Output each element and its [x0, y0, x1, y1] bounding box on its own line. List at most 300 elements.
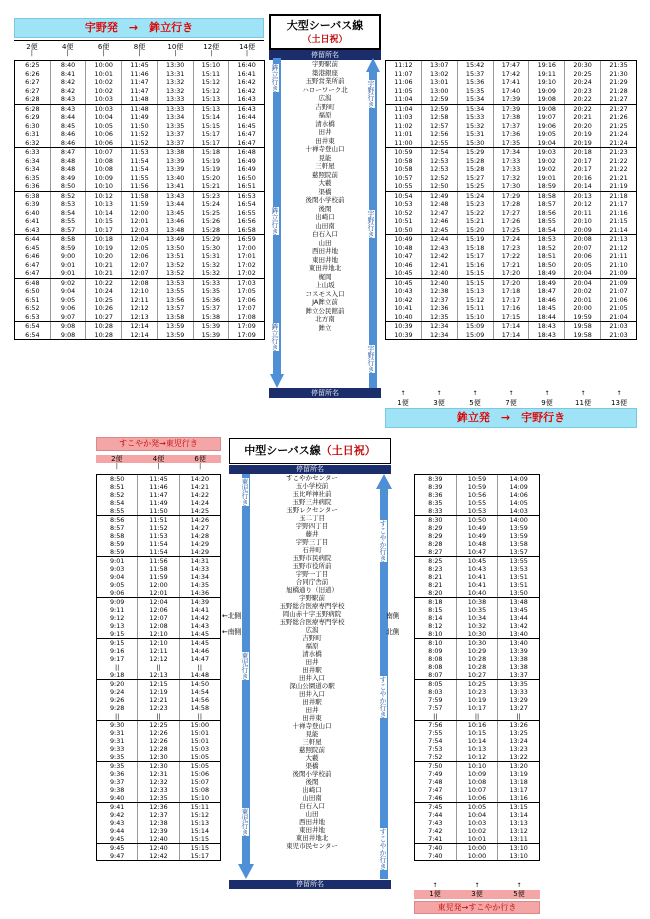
time-cell: 11:49: [138, 499, 179, 507]
table-row: [15, 191, 265, 200]
time-cell: 7:42: [415, 827, 457, 835]
time-cell: 17:40: [493, 87, 529, 96]
time-cell: 10:53: [386, 200, 422, 209]
time-cell: 17:41: [493, 78, 529, 87]
time-cell: 9:33: [97, 745, 138, 753]
time-cell: 12:36: [421, 304, 457, 313]
time-cell: 12:03: [122, 226, 158, 235]
time-cell: 16:43: [229, 95, 265, 104]
column-tick: |: [246, 50, 249, 57]
time-cell: 13:58: [498, 540, 540, 548]
time-cell: 14:56: [179, 696, 220, 704]
table-row: [97, 647, 221, 655]
large-dir-down-label: 鉾立行き: [271, 64, 279, 92]
time-cell: 15:33: [193, 278, 229, 287]
table-row: [386, 217, 637, 226]
time-cell: 10:54: [386, 191, 422, 200]
time-cell: 11:56: [122, 182, 158, 191]
time-cell: 10:10: [86, 182, 122, 191]
time-cell: 8:43: [50, 95, 86, 104]
time-cell: 17:24: [493, 235, 529, 244]
time-cell: 13:35: [157, 122, 193, 131]
medium-dir-down-label: 東児行き: [241, 478, 249, 506]
table-row: [97, 712, 221, 721]
time-cell: 15:17: [457, 252, 493, 261]
time-cell: 21:27: [601, 95, 637, 104]
time-cell: 21:24: [601, 130, 637, 139]
table-row: [386, 313, 637, 322]
time-cell: 11:54: [122, 165, 158, 174]
table-row: [415, 819, 540, 827]
time-cell: 10:59: [456, 475, 498, 484]
time-cell: 17:39: [493, 95, 529, 104]
time-cell: 7:57: [415, 704, 457, 712]
time-cell: 13:35: [498, 680, 540, 689]
time-cell: 18:45: [529, 304, 565, 313]
stop-name: 清水橋: [302, 650, 322, 658]
time-cell: 12:34: [421, 322, 457, 331]
stop-name: 白石入口: [299, 802, 325, 810]
time-cell: 15:20: [457, 226, 493, 235]
time-cell: 17:33: [493, 165, 529, 174]
table-row: [386, 278, 637, 287]
time-cell: 19:05: [529, 130, 565, 139]
time-cell: 9:43: [97, 819, 138, 827]
medium-stops-list: [252, 474, 372, 850]
time-cell: 15:20: [193, 174, 229, 183]
time-cell: 13:59: [157, 322, 193, 331]
time-cell: 9:35: [97, 753, 138, 762]
time-cell: 15:34: [457, 104, 493, 113]
time-cell: 6:52: [15, 304, 51, 313]
time-cell: 12:11: [122, 296, 158, 305]
table-row: [386, 78, 637, 87]
stop-name: 出崎口: [315, 213, 335, 221]
time-cell: 13:02: [421, 70, 457, 79]
time-cell: 11:49: [122, 113, 158, 122]
time-cell: 8:47: [50, 148, 86, 157]
stop-name: 田井: [305, 658, 319, 666]
table-row: [415, 704, 540, 712]
time-cell: 20:06: [565, 252, 601, 261]
time-cell: 15:19: [457, 235, 493, 244]
time-cell: 15:25: [457, 182, 493, 191]
table-row: [97, 819, 221, 827]
time-cell: 21:04: [601, 313, 637, 322]
time-cell: 15:13: [193, 95, 229, 104]
table-row: [415, 786, 540, 794]
time-cell: 12:06: [122, 252, 158, 261]
table-row: [15, 252, 265, 261]
table-row: [415, 770, 540, 778]
table-row: [97, 524, 221, 532]
time-cell: 13:39: [157, 165, 193, 174]
column-tick: ↑: [516, 882, 522, 889]
time-cell: 11:07: [386, 70, 422, 79]
time-cell: 19:08: [529, 104, 565, 113]
time-cell: 8:35: [415, 499, 457, 507]
time-cell: 21:09: [601, 278, 637, 287]
time-cell: 8:52: [97, 491, 138, 499]
time-cell: 10:50: [456, 516, 498, 525]
time-cell: 9:08: [50, 322, 86, 331]
time-cell: 8:42: [50, 87, 86, 96]
time-cell: 9:17: [97, 655, 138, 663]
time-cell: 15:39: [193, 322, 229, 331]
time-cell: 15:37: [457, 70, 493, 79]
time-cell: 15:36: [457, 78, 493, 87]
time-cell: 6:44: [15, 235, 51, 244]
large-dir-up-label: 宇野行き: [367, 80, 375, 108]
time-cell: 9:30: [97, 721, 138, 730]
time-cell: 13:12: [498, 827, 540, 835]
time-cell: 13:55: [498, 557, 540, 566]
time-cell: 10:43: [456, 565, 498, 573]
time-cell: 17:37: [493, 122, 529, 131]
time-cell: 10:01: [86, 70, 122, 79]
medium-dir-down-label-2: 東児行き: [241, 652, 249, 680]
time-cell: 8:21: [415, 573, 457, 581]
time-cell: 17:17: [493, 296, 529, 305]
time-cell: 10:58: [386, 165, 422, 174]
time-cell: 10:08: [86, 165, 122, 174]
column-tick: |: [199, 463, 202, 470]
time-cell: 8:03: [415, 688, 457, 696]
time-cell: 15:37: [193, 304, 229, 313]
time-cell: 14:47: [179, 655, 220, 663]
time-cell: 12:40: [138, 835, 179, 844]
time-cell: 17:30: [493, 182, 529, 191]
time-cell: 15:32: [457, 122, 493, 131]
time-cell: 17:02: [229, 269, 265, 278]
table-row: [386, 61, 637, 70]
trip-column-label: 3便: [433, 399, 445, 407]
trip-column-label: 2便: [96, 455, 138, 463]
time-cell: 20:13: [565, 191, 601, 200]
column-tick: ↑: [580, 390, 586, 397]
time-cell: 8:46: [50, 130, 86, 139]
time-cell: 15:03: [179, 745, 220, 753]
time-cell: 15:01: [179, 737, 220, 745]
stop-name: 玉小学校前: [295, 482, 329, 490]
time-cell: 18:58: [529, 191, 565, 200]
time-cell: 13:51: [498, 573, 540, 581]
medium-north-right: 北側: [386, 628, 400, 636]
time-cell: 14:00: [498, 516, 540, 525]
table-row: [97, 688, 221, 696]
stop-name: 玉野市民病院: [292, 554, 332, 562]
table-row: [97, 778, 221, 786]
time-cell: 21:16: [601, 209, 637, 218]
time-cell: 9:01: [50, 269, 86, 278]
stop-name: 宇野駅前: [312, 60, 338, 68]
stop-name: 三軒屋: [315, 162, 335, 170]
time-cell: 16:45: [229, 122, 265, 131]
time-cell: 14:54: [179, 688, 220, 696]
time-cell: 9:18: [97, 671, 138, 680]
time-cell: 14:58: [179, 704, 220, 712]
time-cell: 15:22: [457, 209, 493, 218]
time-cell: 15:05: [179, 762, 220, 771]
time-cell: 8:54: [50, 209, 86, 218]
table-row: [386, 87, 637, 96]
time-cell: 9:42: [97, 811, 138, 819]
time-cell: 16:54: [229, 200, 265, 209]
time-cell: 17:03: [229, 278, 265, 287]
time-cell: 12:26: [138, 729, 179, 737]
stop-name: JA鉾立前: [312, 298, 338, 306]
stop-name: 玉野レクセンター: [286, 506, 338, 514]
time-cell: 9:40: [97, 794, 138, 803]
time-cell: 12:00: [138, 581, 179, 589]
table-row: [15, 226, 265, 235]
large-right-heading: 鉾立発 → 宇野行き: [385, 408, 637, 428]
time-cell: 12:01: [122, 217, 158, 226]
time-cell: 15:10: [457, 313, 493, 322]
time-cell: 12:37: [138, 811, 179, 819]
time-cell: 12:08: [122, 278, 158, 287]
time-cell: 15:32: [193, 261, 229, 270]
stop-name: 山田: [305, 810, 319, 818]
time-cell: 13:59: [498, 524, 540, 532]
time-cell: 12:50: [421, 182, 457, 191]
time-cell: 10:16: [456, 721, 498, 730]
time-cell: 10:55: [456, 499, 498, 507]
table-row: [15, 322, 265, 331]
time-cell: 13:37: [157, 130, 193, 139]
time-cell: 10:47: [456, 548, 498, 557]
stop-name: 玉野総合医療専門学校: [279, 602, 345, 610]
time-cell: 17:35: [493, 139, 529, 148]
time-cell: 15:29: [457, 148, 493, 157]
time-cell: 20:11: [565, 209, 601, 218]
time-cell: 13:59: [498, 532, 540, 540]
stop-name: 合同庁舎前: [295, 578, 329, 586]
time-cell: 14:33: [179, 565, 220, 573]
time-cell: 18:57: [529, 200, 565, 209]
time-cell: 10:13: [456, 745, 498, 753]
time-cell: 13:58: [157, 313, 193, 322]
time-cell: 15:35: [193, 287, 229, 296]
time-cell: 10:40: [456, 589, 498, 598]
time-cell: 13:16: [498, 794, 540, 803]
time-cell: 15:21: [457, 217, 493, 226]
time-cell: 8:12: [415, 622, 457, 630]
time-cell: 9:31: [97, 737, 138, 745]
stop-name: 田井: [305, 706, 319, 714]
column-tick: |: [138, 50, 141, 57]
time-cell: 10:20: [86, 252, 122, 261]
large-left-heading: 宇野発 → 鉾立行き: [14, 18, 264, 38]
time-cell: 13:50: [157, 244, 193, 253]
time-cell: 15:10: [193, 61, 229, 70]
table-row: [97, 663, 221, 671]
time-cell: 6:33: [15, 148, 51, 157]
time-cell: 13:48: [498, 598, 540, 607]
time-cell: 18:49: [529, 278, 565, 287]
column-tick: ↑: [508, 390, 514, 397]
time-cell: 17:32: [493, 174, 529, 183]
time-cell: 12:08: [138, 622, 179, 630]
time-cell: 19:01: [529, 174, 565, 183]
time-cell: 10:52: [386, 209, 422, 218]
time-cell: 9:01: [50, 261, 86, 270]
time-cell: 14:29: [179, 548, 220, 557]
medium-right-heading: 東児発→すこやか行き: [414, 901, 540, 914]
time-cell: 15:12: [457, 296, 493, 305]
time-cell: 13:51: [498, 581, 540, 589]
time-cell: 11:06: [386, 78, 422, 87]
time-cell: 10:41: [386, 304, 422, 313]
time-cell: 6:41: [15, 217, 51, 226]
stop-name: 宇野一丁目: [295, 570, 329, 578]
time-cell: 9:07: [50, 313, 86, 322]
time-cell: 19:02: [529, 165, 565, 174]
time-cell: 9:41: [97, 803, 138, 812]
time-cell: 15:18: [457, 244, 493, 253]
time-cell: 15:31: [193, 252, 229, 261]
time-cell: 14:36: [179, 589, 220, 598]
stop-name: 梶岡: [318, 272, 332, 281]
table-row: [415, 606, 540, 614]
time-cell: 16:51: [229, 182, 265, 191]
time-cell: 16:41: [229, 70, 265, 79]
time-cell: 8:55: [50, 217, 86, 226]
time-cell: 11:55: [122, 174, 158, 183]
time-cell: 10:21: [86, 269, 122, 278]
time-cell: 10:51: [386, 217, 422, 226]
time-cell: 12:49: [421, 191, 457, 200]
time-cell: 16:47: [229, 139, 265, 148]
time-cell: 16:44: [229, 113, 265, 122]
table-row: [15, 244, 265, 253]
time-cell: 18:43: [529, 322, 565, 331]
time-cell: 10:25: [86, 296, 122, 305]
time-cell: 12:28: [138, 745, 179, 753]
time-cell: 10:49: [456, 524, 498, 532]
time-cell: 10:17: [86, 226, 122, 235]
time-cell: 14:45: [179, 630, 220, 639]
time-cell: 12:14: [122, 322, 158, 331]
time-cell: 13:14: [498, 811, 540, 819]
time-cell: 15:15: [179, 835, 220, 844]
time-cell: 15:39: [193, 331, 229, 340]
trip-column-label: 14便: [239, 43, 256, 51]
column-tick: |: [157, 463, 160, 470]
large-route-title: 大型シーバス線: [286, 19, 364, 32]
stop-name: 田井駅: [302, 698, 322, 706]
time-cell: 8:29: [415, 524, 457, 532]
time-cell: 17:16: [493, 304, 529, 313]
time-cell: 11:00: [386, 139, 422, 148]
time-cell: 9:01: [97, 557, 138, 566]
table-row: [415, 696, 540, 704]
time-cell: 13:52: [157, 269, 193, 278]
time-cell: 14:45: [179, 639, 220, 648]
time-cell: 13:44: [498, 614, 540, 622]
table-row: [15, 165, 265, 174]
time-cell: 15:12: [193, 78, 229, 87]
stop-name: 慈照院前: [312, 170, 338, 179]
time-cell: 21:03: [601, 322, 637, 331]
table-row: [15, 174, 265, 183]
table-row: [386, 165, 637, 174]
medium-right-table: [414, 474, 540, 861]
time-cell: 13:52: [157, 261, 193, 270]
table-row: [97, 803, 221, 812]
time-cell: 15:00: [179, 721, 220, 730]
time-cell: 10:28: [86, 322, 122, 331]
time-cell: 15:12: [179, 811, 220, 819]
time-cell: 10:12: [456, 753, 498, 762]
time-cell: 17:33: [493, 157, 529, 166]
time-cell: 12:41: [421, 261, 457, 270]
time-cell: 6:45: [15, 244, 51, 253]
time-cell: 11:58: [138, 565, 179, 573]
time-cell: 13:56: [157, 296, 193, 305]
time-cell: 10:10: [456, 762, 498, 771]
time-cell: 8:21: [415, 581, 457, 589]
time-cell: 13:42: [498, 622, 540, 630]
time-cell: 15:28: [457, 157, 493, 166]
stop-name: 慈照院前: [299, 746, 325, 754]
time-cell: 15:15: [193, 122, 229, 131]
time-cell: 13:59: [157, 331, 193, 340]
time-cell: 6:30: [15, 122, 51, 131]
time-cell: 15:13: [179, 819, 220, 827]
trip-column-label: 1便: [414, 890, 456, 899]
time-cell: 12:45: [421, 226, 457, 235]
time-cell: 8:39: [415, 475, 457, 484]
time-cell: 21:29: [601, 78, 637, 87]
time-cell: 9:09: [97, 598, 138, 607]
time-cell: 11:52: [138, 524, 179, 532]
time-cell: 9:26: [97, 696, 138, 704]
time-cell: 14:05: [498, 499, 540, 507]
time-cell: 20:05: [565, 261, 601, 270]
table-row: [15, 331, 265, 340]
time-cell: 8:39: [415, 483, 457, 491]
time-cell: 11:04: [386, 95, 422, 104]
time-cell: 10:26: [86, 304, 122, 313]
stop-name: コスモス入口: [305, 289, 345, 298]
time-cell: 12:31: [138, 770, 179, 778]
time-cell: 10:19: [456, 696, 498, 704]
table-row: [386, 322, 637, 331]
time-cell: 13:32: [157, 87, 193, 96]
time-cell: 13:50: [498, 589, 540, 598]
time-cell: 9:05: [97, 581, 138, 589]
table-row: [415, 811, 540, 819]
time-cell: 15:25: [193, 209, 229, 218]
table-row: [415, 475, 540, 484]
stop-name: 宇野三丁目: [295, 538, 329, 546]
time-cell: 10:02: [456, 827, 498, 835]
time-cell: 9:06: [50, 304, 86, 313]
time-cell: 21:22: [601, 157, 637, 166]
time-cell: 12:34: [421, 331, 457, 340]
time-cell: 11:50: [122, 122, 158, 131]
stop-name: 鉾立: [318, 323, 332, 332]
time-cell: 12:06: [138, 606, 179, 614]
time-cell: 21:13: [601, 235, 637, 244]
time-cell: 14:25: [179, 507, 220, 516]
time-cell: 20:17: [565, 165, 601, 174]
table-row: [415, 835, 540, 844]
time-cell: 12:59: [421, 95, 457, 104]
time-cell: 9:15: [97, 639, 138, 648]
table-row: [97, 491, 221, 499]
